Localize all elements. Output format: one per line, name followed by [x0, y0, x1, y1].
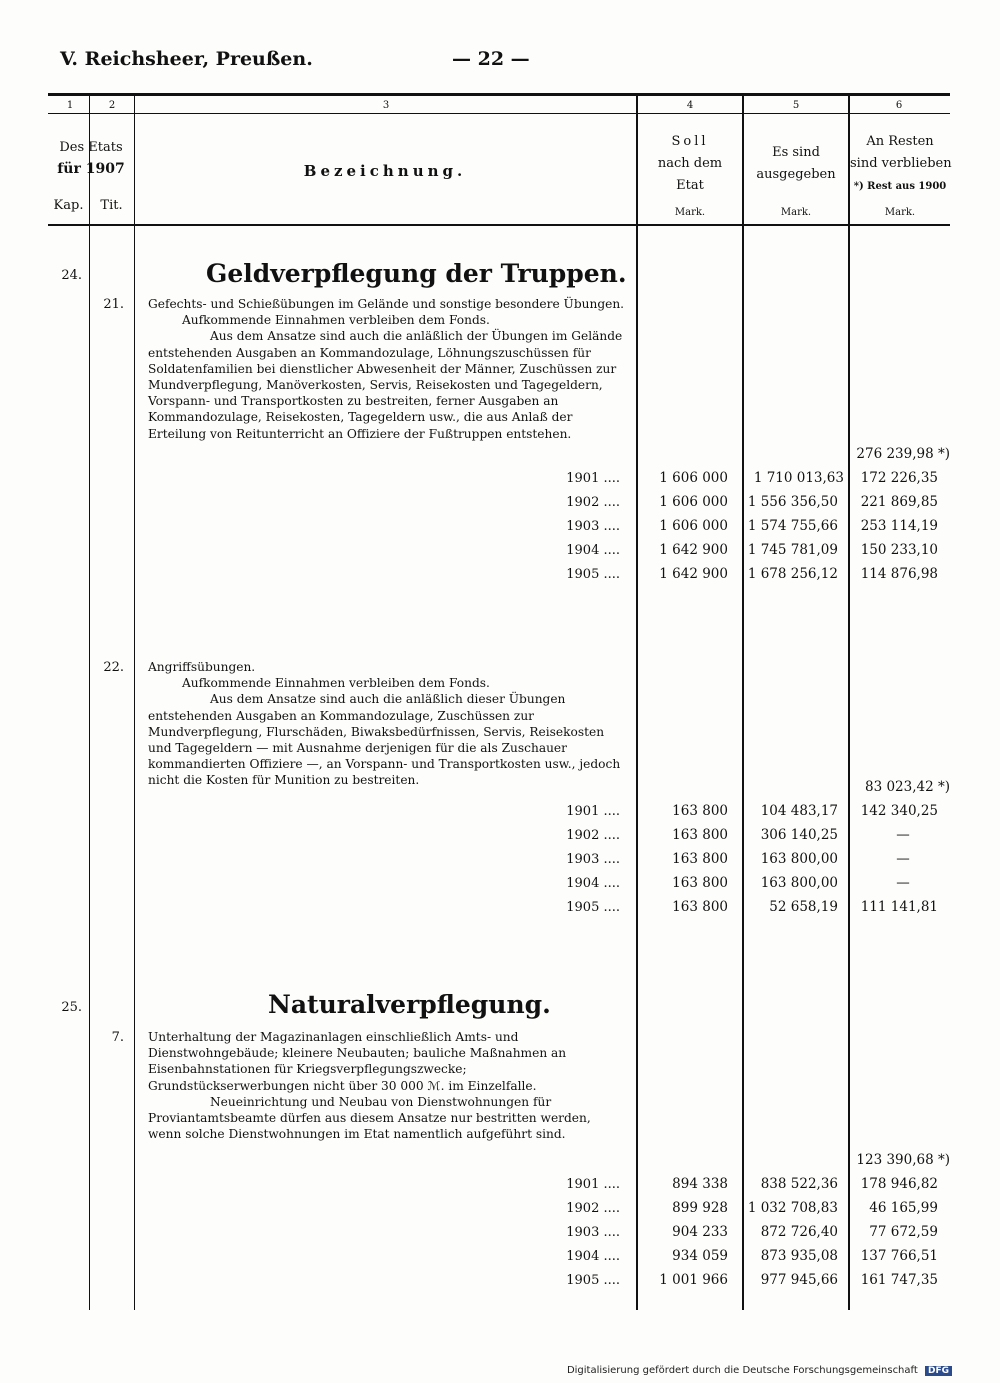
header-year-1907: für 1907 — [57, 161, 125, 177]
soll-value: 163 800 — [672, 851, 728, 867]
year-label: 1902 .... — [566, 495, 620, 510]
year-label: 1903 .... — [566, 1225, 620, 1240]
column-number-rule — [48, 113, 950, 114]
ausgegeben-value: 306 140,25 — [760, 827, 838, 843]
kapitel-number: 24. — [61, 268, 82, 283]
rest-value: 150 233,10 — [860, 542, 938, 558]
column-divider-3 — [636, 96, 638, 1310]
column-number-5: 5 — [792, 100, 800, 111]
section-title: Naturalverpflegung. — [268, 990, 551, 1019]
header-bezeichnung: Bezeichnung. — [303, 162, 467, 180]
rest-value: 253 114,19 — [860, 518, 938, 534]
year-label: 1904 .... — [566, 876, 620, 891]
rest-value: 172 226,35 — [860, 470, 938, 486]
year-label: 1904 .... — [566, 543, 620, 558]
ausgegeben-value: 1 710 013,63 — [753, 470, 844, 486]
soll-value: 904 233 — [672, 1224, 728, 1240]
credit-text: Digitalisierung gefördert durch die Deutsche Forschungsgemeinschaft — [566, 1365, 918, 1376]
header-unit-mark-4: Mark. — [674, 207, 706, 218]
description-text: Neueinrichtung und Neubau von Dienstwohnungen für Proviantamtsbeamte dürfen aus diesem Ansatze nur bestritten werden, wenn solche Dienstwohnungen im Etat namentlich aufgeführt sind. — [148, 1094, 591, 1142]
description-heading: Gefechts- und Schießübungen im Gelände und sonstige besondere Übungen. — [148, 297, 625, 311]
rest-1900: 276 239,98 *) — [856, 446, 950, 462]
running-head-title: V. Reichsheer, Preußen. — [60, 48, 313, 70]
year-label: 1905 .... — [566, 900, 620, 915]
ausgegeben-value: 52 658,19 — [769, 899, 838, 915]
year-label: 1905 .... — [566, 1273, 620, 1288]
ausgegeben-value: 1 032 708,83 — [747, 1200, 838, 1216]
column-number-4: 4 — [686, 100, 694, 111]
header-unit-mark-5: Mark. — [780, 207, 812, 218]
titel-description — [148, 1029, 626, 1142]
header-unit-mark-6: Mark. — [884, 207, 916, 218]
column-divider-1 — [89, 96, 90, 1310]
column-divider-5 — [848, 96, 850, 1310]
rest-value: — — [896, 827, 910, 843]
description-text: Aus dem Ansatze sind auch die anläßlich der Übungen im Gelände entstehenden Ausgaben an Kommandozulage, Löhnungszuschüssen für Soldatenfamilien bei dienstlicher Abwesenheit der Männer, Zuschüssen zur Mundverpflegung, Manöverkosten, Servis, Reisekosten und Tagegeldern, Vorspann- und Transportkosten zu bestreiten, ferner Ausgaben an Kommandozulage, Reisekosten, Tagegeldern usw., die aus Anlaß der Erteilung von Reitunterricht an Offiziere der Fußtruppen entstehen. — [148, 329, 623, 441]
header-kap: Kap. — [53, 198, 84, 213]
soll-value: 1 606 000 — [659, 470, 728, 486]
rest-value: 221 869,85 — [860, 494, 938, 510]
column-number-6: 6 — [895, 100, 903, 111]
description-heading: Unterhaltung der Magazinanlagen einschließlich Amts- und Dienstwohngebäude; kleinere Neubauten; bauliche Maßnahmen an Eisenbahnstationen für Kriegsverpflegungszwecke; Grundstückserwerbungen nicht über 30 000 ℳ. im Einzelfalle. — [148, 1030, 567, 1093]
year-label: 1901 .... — [566, 471, 620, 486]
soll-value: 1 642 900 — [659, 542, 728, 558]
section-title: Geldverpflegung der Truppen. — [206, 259, 627, 288]
titel-number: 21. — [103, 297, 124, 312]
year-label: 1902 .... — [566, 828, 620, 843]
ausgegeben-value: 977 945,66 — [760, 1272, 838, 1288]
soll-value: 894 338 — [672, 1176, 728, 1192]
table-top-rule — [48, 93, 950, 96]
ausgegeben-value: 1 574 755,66 — [747, 518, 838, 534]
description-text: Aus dem Ansatze sind auch die anläßlich dieser Übungen entstehenden Ausgaben an Kommandozulage, Zuschüssen zur Mundverpflegung, Flurschäden, Biwaksbedürfnissen, Servis, Reisekosten und Tagegeldern — mit Ausnahme derjenigen für die als Zuschauer kommandierten Offiziere —, an Vorspann- und Transportkosten usw., jedoch nicht die Kosten für Munition zu bestreiten. — [148, 692, 621, 788]
rest-value: 77 672,59 — [869, 1224, 938, 1240]
rest-value: 142 340,25 — [860, 803, 938, 819]
rest-value: 114 876,98 — [860, 566, 938, 582]
titel-number: 22. — [103, 660, 124, 675]
soll-value: 163 800 — [672, 803, 728, 819]
description-note: Aufkommende Einnahmen verbleiben dem Fonds. — [182, 313, 490, 328]
ausgegeben-value: 163 800,00 — [760, 875, 838, 891]
rest-value: 111 141,81 — [860, 899, 938, 915]
rest-value: — — [896, 851, 910, 867]
year-label: 1904 .... — [566, 1249, 620, 1264]
soll-value: 1 001 966 — [659, 1272, 728, 1288]
header-tit: Tit. — [100, 198, 123, 213]
soll-value: 163 800 — [672, 827, 728, 843]
titel-description — [148, 296, 626, 442]
ausgegeben-value: 1 556 356,50 — [747, 494, 838, 510]
header-etats: Des Etats — [59, 140, 123, 155]
header-ausgegeben: ausgegeben — [756, 167, 836, 182]
rest-value: 46 165,99 — [869, 1200, 938, 1216]
soll-value: 1 606 000 — [659, 494, 728, 510]
ausgegeben-value: 163 800,00 — [760, 851, 838, 867]
column-number-2: 2 — [108, 100, 116, 111]
ausgegeben-value: 104 483,17 — [760, 803, 838, 819]
ausgegeben-value: 1 745 781,09 — [747, 542, 838, 558]
header-es-sind: Es sind — [772, 145, 820, 160]
column-divider-4 — [742, 96, 744, 1310]
description-note: Aufkommende Einnahmen verbleiben dem Fonds. — [182, 676, 490, 691]
soll-value: 163 800 — [672, 875, 728, 891]
year-label: 1903 .... — [566, 519, 620, 534]
soll-value: 1 642 900 — [659, 566, 728, 582]
year-label: 1902 .... — [566, 1201, 620, 1216]
titel-number: 7. — [111, 1030, 124, 1045]
column-number-3: 3 — [382, 100, 390, 111]
year-label: 1901 .... — [566, 1177, 620, 1192]
column-divider-2 — [134, 96, 135, 1310]
year-label: 1905 .... — [566, 567, 620, 582]
rest-value: 178 946,82 — [860, 1176, 938, 1192]
header-sind-verblieben: sind verblieben — [850, 156, 952, 171]
titel-description — [148, 659, 626, 789]
rest-value: — — [896, 875, 910, 891]
rest-1900: 83 023,42 *) — [864, 779, 950, 795]
dfg-logo: DFG — [925, 1366, 952, 1376]
header-rest-aus-1900: *) Rest aus 1900 — [853, 181, 947, 192]
year-label: 1901 .... — [566, 804, 620, 819]
soll-value: 163 800 — [672, 899, 728, 915]
rest-value: 137 766,51 — [860, 1248, 938, 1264]
header-an-resten: An Resten — [866, 134, 934, 149]
description-heading: Angriffsübungen. — [148, 660, 256, 674]
ausgegeben-value: 1 678 256,12 — [747, 566, 838, 582]
soll-value: 899 928 — [672, 1200, 728, 1216]
rest-value: 161 747,35 — [860, 1272, 938, 1288]
ausgegeben-value: 838 522,36 — [760, 1176, 838, 1192]
kapitel-number: 25. — [61, 1000, 82, 1015]
column-number-1: 1 — [66, 100, 74, 111]
year-label: 1903 .... — [566, 852, 620, 867]
digitization-credit — [567, 1365, 952, 1376]
header-bottom-rule — [48, 224, 950, 226]
soll-value: 1 606 000 — [659, 518, 728, 534]
ausgegeben-value: 872 726,40 — [760, 1224, 838, 1240]
header-nach-dem: nach dem — [657, 156, 723, 171]
ausgegeben-value: 873 935,08 — [760, 1248, 838, 1264]
header-etat: Etat — [676, 178, 704, 193]
rest-1900: 123 390,68 *) — [856, 1152, 950, 1168]
page-number: — 22 — — [452, 48, 530, 70]
header-soll: Soll — [671, 134, 709, 149]
soll-value: 934 059 — [672, 1248, 728, 1264]
